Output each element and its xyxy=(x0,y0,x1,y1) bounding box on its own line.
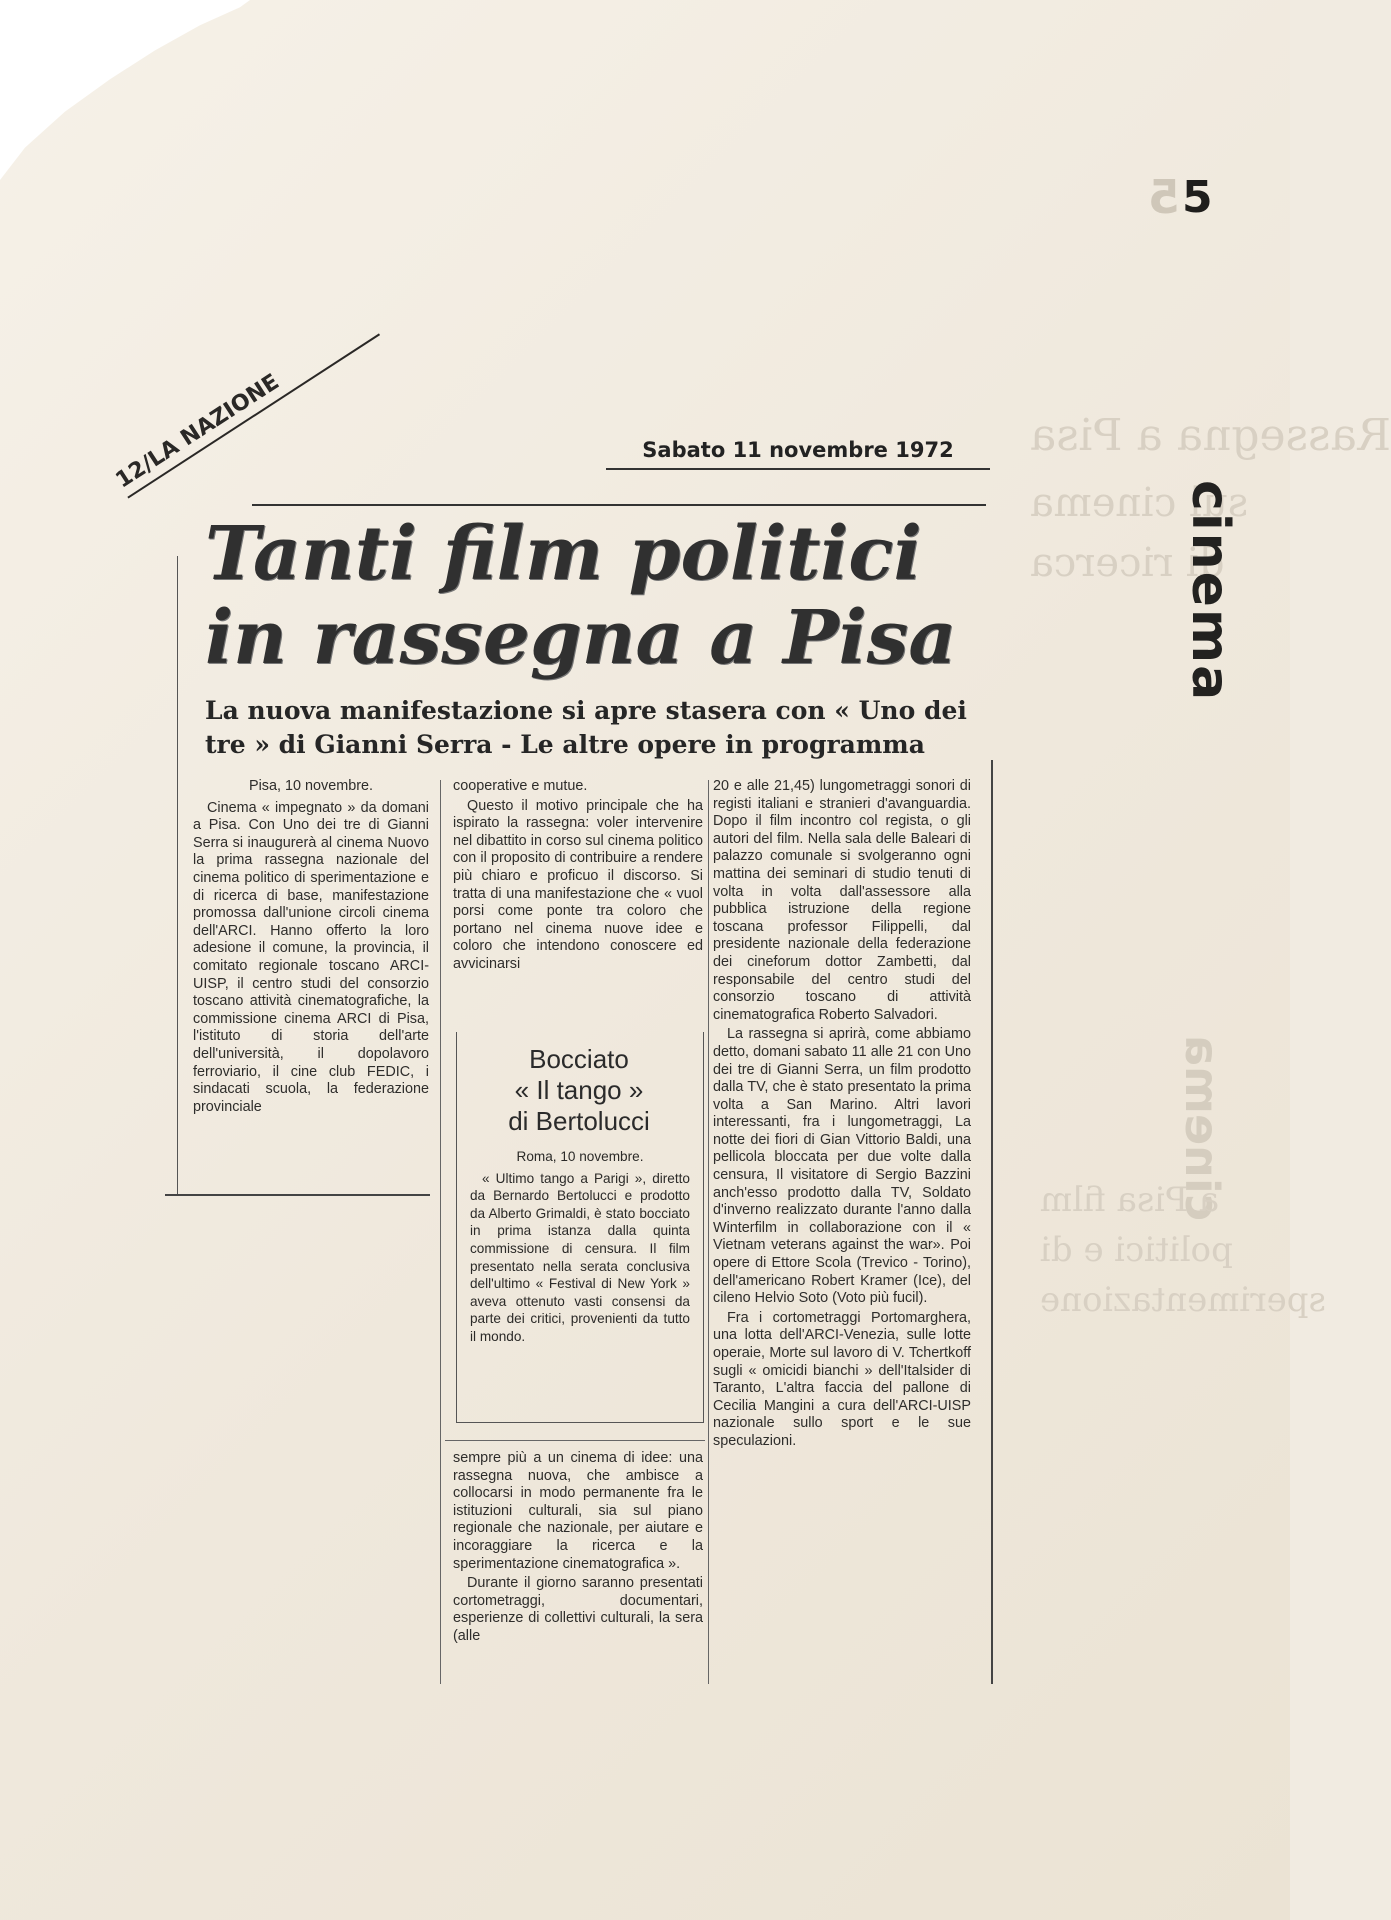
column-2-paragraph-2: Questo il motivo principale che ha ispirato la rassegna: voler intervenire nel dibattito in corso sul cinema politico con il proposito di contribuire a rendere più chiaro e proficuo il discorso. Si tratta di una manifestazione che « vuol porsi come ponte tra coloro che portano nel cinema nuove idee e coloro che intendono conoscere ed avvicinarsi xyxy=(453,797,703,972)
show-through-headline-6: sperimentazione xyxy=(1040,1280,1326,1320)
headline xyxy=(205,512,995,680)
column-1-end-rule xyxy=(165,1194,430,1196)
column-2b-paragraph-1: sempre più a un cinema di idee: una rassegna nuova, che ambisce a collocarsi in modo permanente fra le istituzioni culturali, sia sul piano regionale che nazionale, per aiutare e incoraggiare la ricerca e la sperimentazione cinematografica ». xyxy=(453,1450,703,1572)
column-3-paragraph-2: La rassegna si aprirà, come abbiamo detto, domani sabato 11 alle 21 con Uno dei tre di Gianni Serra, un film prodotto dalla TV, che è stato presentato la prima volta a San Marino. Altri lavori interessanti, fra i lungometraggi, La notte dei fiori di Gian Vittorio Baldi, una pellicola bloccata per due volte dalla censura, Il visitatore di Sergio Bazzini anch'esso prodotto dalla TV, Soldato d'inverno realizzato durante l'anno dalla Winterfilm in collaborazione con il « Vietnam veterans against the war». Poi opere di Ettore Scola (Trevico - Torino), dell'americano Robert Kramer (Ice), del cileno Helvio Soto (Voto più fucil). xyxy=(713,1026,971,1307)
article-column-2 xyxy=(453,778,703,1018)
article-date: Sabato 11 novembre 1972 xyxy=(606,438,990,470)
show-through-headline-5: politici e di xyxy=(1040,1230,1233,1270)
clipping-source-label: 12/LA NAZIONE xyxy=(112,309,380,498)
show-through-headline: Rassegna a Pisa xyxy=(1030,410,1391,461)
headline-line-1: Tanti film politici xyxy=(205,511,922,597)
column-rule-1 xyxy=(440,780,441,1684)
top-rule xyxy=(252,504,986,506)
show-through-page-number: 5 xyxy=(1148,170,1181,224)
sidebar-bottom-rule xyxy=(445,1440,705,1441)
article-dateline: Pisa, 10 novembre. xyxy=(249,778,373,794)
article-column-3 xyxy=(713,778,971,1690)
article-column-2-continued xyxy=(453,1450,703,1690)
page-number: 5 xyxy=(1182,172,1213,223)
show-through-headline-3: di ricerca xyxy=(1030,540,1225,586)
show-through-section-label: cinema xyxy=(1175,1035,1229,1221)
article-right-border xyxy=(991,760,993,1684)
sidebar-paragraph: « Ultimo tango a Parigi », diretto da Bernardo Bertolucci e prodotto da Alberto Grimaldi, è stato bocciato in prima istanza dalla quinta commissione di censura. Il film presentato nella serata conclusiva dell'ultimo « Festival di New York » aveva ottenuto vasti consensi da parte dei critici, provenienti da tutto il mondo. xyxy=(470,1170,690,1344)
column-2b-paragraph-2: Durante il giorno saranno presentati cortometraggi, documentari, esperienze di collettivi culturali, la sera (alle xyxy=(453,1575,703,1644)
column-3-paragraph-1: 20 e alle 21,45) lungometraggi sonori di registi italiani e stranieri d'avanguardia. Dopo il film incontro col regista, o gli autori del film. Nella sala delle Baleari di palazzo comunale si svolgeranno ogni mattina dei seminari di studio tenuti di volta in volta dall'assessore alla pubblica istruzione della regione toscana professor Filippelli, dal presidente nazionale della federazione dei cineforum dottor Zambetti, dal responsabile del centro studi del consorzio toscano di attività cinematografica Roberto Salvadori. xyxy=(713,778,971,1023)
section-label: cinema xyxy=(1180,480,1240,703)
subheadline: La nuova manifestazione si apre stasera con « Uno dei tre » di Gianni Serra - Le altre opere in programma xyxy=(205,696,967,759)
article-left-border xyxy=(177,556,178,1196)
column-rule-2 xyxy=(708,780,709,1684)
sidebar-title-line-2: « Il tango » xyxy=(514,1075,644,1105)
sidebar-title-line-1: Bocciato xyxy=(529,1044,629,1074)
sidebar-box-title xyxy=(456,1044,702,1137)
column-2-paragraph-1: cooperative e mutue. xyxy=(453,778,588,794)
sidebar-title-line-3: di Bertolucci xyxy=(508,1106,650,1136)
sidebar-box-body xyxy=(470,1148,690,1412)
sidebar-dateline: Roma, 10 novembre. xyxy=(516,1149,644,1164)
article-column-1 xyxy=(193,778,429,1168)
headline-line-2: in rassegna a Pisa xyxy=(205,595,957,681)
column-1-paragraph: Cinema « impegnato » da domani a Pisa. Con Uno dei tre di Gianni Serra si inaugurerà al cinema Nuovo la prima rassegna nazionale del cinema politico di sperimentazione e di ricerca di base, manifestazione promossa dall'unione circoli cinema dell'ARCI. Hanno offerto la loro adesione il comune, la provincia, il comitato regionale toscano ARCI-UISP, il centro studi del consorzio toscano attività cinematografiche, la commissione cinema ARCI di Pisa, l'istituto di storia dell'arte dell'università, il dopolavoro ferroviario, il cine club FEDIC, i sindacati scuola, la federazione provinciale xyxy=(193,799,429,1115)
show-through-headline-2: sul cinema xyxy=(1030,480,1249,526)
column-3-paragraph-3: Fra i cortometraggi Portomarghera, una lotta dell'ARCI-Venezia, sulle lotte operaie, Morte sul lavoro di V. Tchertkoff sugli « omicidi bianchi » dell'Italsider di Taranto, L'altra faccia del pallone di Cecilia Mangini a cura dell'ARCI-UISP nazionale sullo sport e le sue speculazioni. xyxy=(713,1309,971,1449)
show-through-headline-4: a Pisa film xyxy=(1040,1180,1220,1220)
